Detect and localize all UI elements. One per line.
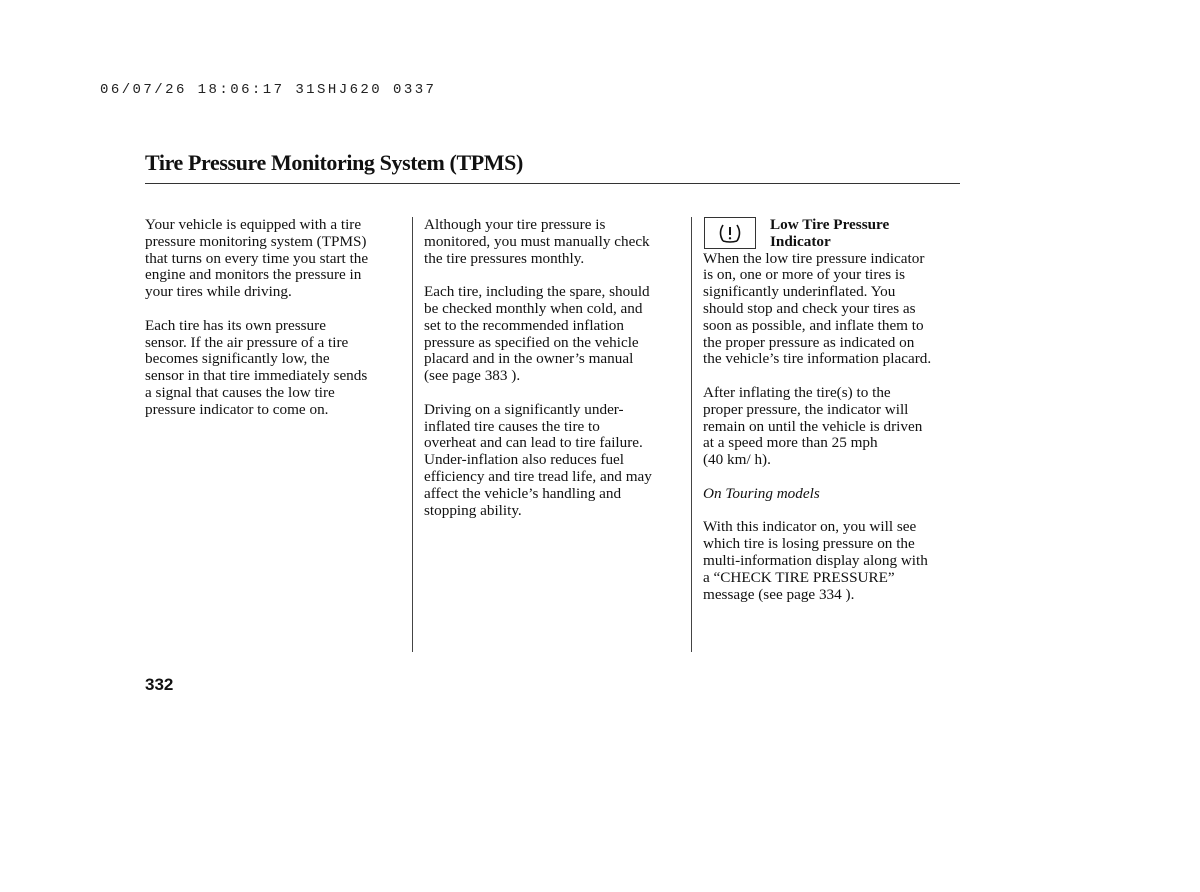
tire-pressure-warning-icon xyxy=(704,217,756,249)
paragraph: Each tire has its own pressure sensor. If the air pressure of a tire becomes significantly low, the sensor in that tire immediately sends a signal that causes the low tire pressure indicator to come on. xyxy=(145,316,368,418)
paragraph: When the low tire pressure indicator is on, one or more of your tires is significantly underinflated. You should stop and check your tires as soon as possible, and inflate them to the proper pressure as indicated on the vehicle’s tire information placard. xyxy=(703,249,932,368)
paragraph: Your vehicle is equipped with a tire pressure monitoring system (TPMS) that turns on every time you start the engine and monitors the pressure in your tires while driving. xyxy=(145,216,369,301)
indicator-heading xyxy=(703,217,965,251)
column-1 xyxy=(145,217,407,435)
title-rule xyxy=(145,183,960,184)
page-title: Tire Pressure Monitoring System (TPMS) xyxy=(145,150,523,175)
print-code: 06/07/26 18:06:17 31SHJ620 0337 xyxy=(100,82,437,98)
indicator-title: Low Tire Pressure Indicator xyxy=(770,216,890,250)
column-2 xyxy=(424,217,686,536)
model-caption: On Touring models xyxy=(703,484,820,502)
paragraph: After inflating the tire(s) to the proper pressure, the indicator will remain on until the vehicle is driven at a speed more than 25 mph (40 km/ h). xyxy=(703,383,923,469)
column-3 xyxy=(703,217,965,620)
paragraph: Driving on a significantly under- inflated tire causes the tire to overheat and can lead to tire failure. Under-inflation also reduces fuel efficiency and tire tread life, and may affect the vehicle’s handling and stopping ability. xyxy=(424,400,652,519)
paragraph: Each tire, including the spare, should be checked monthly when cold, and set to the recommended inflation pressure as specified on the vehicle placard and in the owner’s manual (see page 383 ). xyxy=(424,283,650,385)
page-number: 332 xyxy=(145,675,174,694)
paragraph: With this indicator on, you will see which tire is losing pressure on the multi-information display along with a “CHECK TIRE PRESSURE” message (see page 334 ). xyxy=(703,518,928,603)
paragraph: Although your tire pressure is monitored, you must manually check the tire pressures monthly. xyxy=(424,216,650,267)
column-divider-2 xyxy=(691,217,692,652)
column-divider-1 xyxy=(412,217,413,652)
